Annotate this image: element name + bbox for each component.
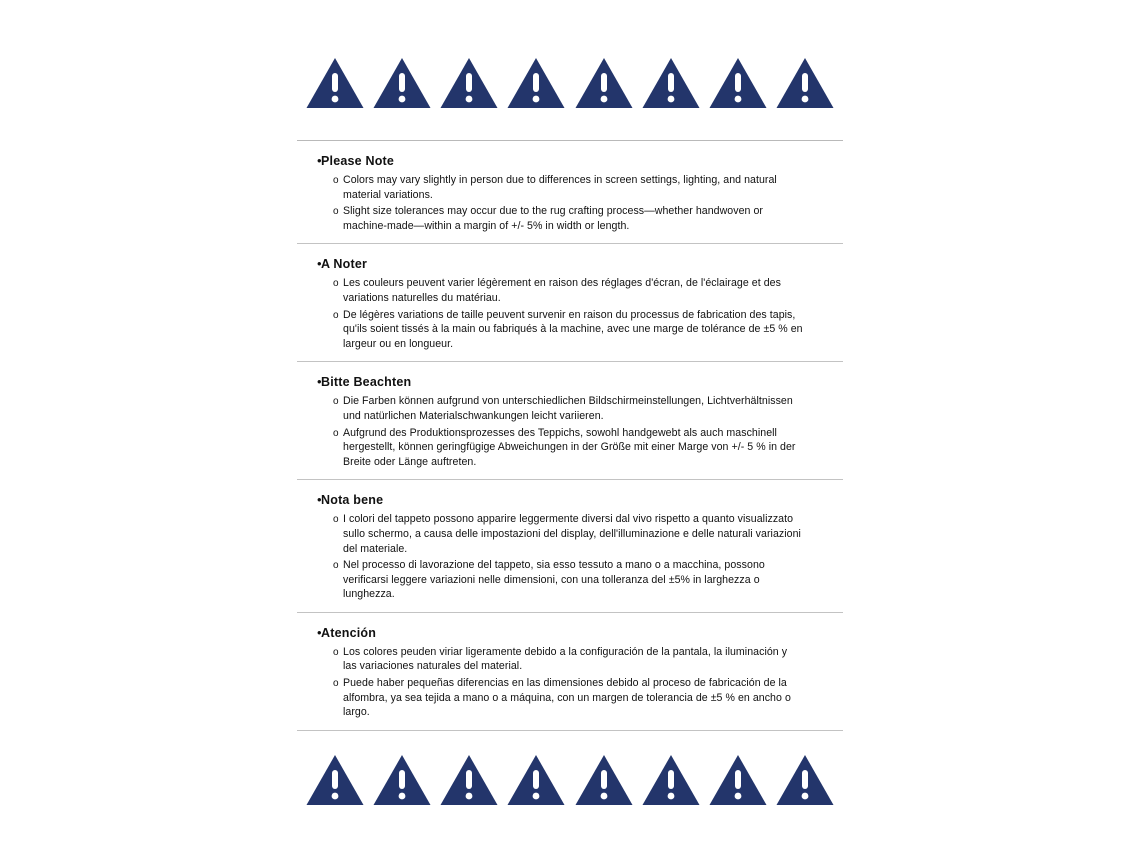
warning-triangle-icon bbox=[506, 753, 566, 807]
bullet-level2: o bbox=[333, 175, 339, 186]
list-item bbox=[297, 173, 843, 202]
warning-triangle-icon bbox=[372, 56, 432, 110]
notice-section bbox=[297, 141, 843, 244]
bullet-level2: o bbox=[333, 646, 339, 658]
warning-icon-row-top bbox=[305, 0, 835, 110]
bullet-level1: • bbox=[317, 492, 322, 508]
list-item-text: Slight size tolerances may occur due to the rug crafting process—whether handwoven or machine-made—within a margin of +/- 5% in width or length. bbox=[343, 205, 763, 232]
warning-triangle-icon bbox=[305, 753, 365, 807]
section-items bbox=[297, 512, 843, 602]
section-title: Bitte Beachten bbox=[321, 375, 412, 390]
bullet-level1: • bbox=[317, 624, 322, 640]
warning-triangle-icon bbox=[372, 753, 432, 807]
section-title-row bbox=[297, 373, 843, 391]
list-item bbox=[297, 394, 843, 423]
bullet-level1: • bbox=[317, 374, 322, 390]
warning-icon-row-bottom bbox=[305, 753, 835, 807]
bullet-level2: o bbox=[333, 560, 339, 572]
list-item bbox=[297, 426, 843, 470]
warning-triangle-icon bbox=[506, 56, 566, 110]
warning-triangle-icon bbox=[305, 56, 365, 110]
section-title-row bbox=[297, 491, 843, 509]
list-item bbox=[297, 512, 843, 556]
bullet-level1: • bbox=[317, 256, 322, 272]
list-item-text: Colors may vary slightly in person due to differences in screen settings, lighting, and natural material variations. bbox=[343, 174, 777, 201]
warning-triangle-icon bbox=[439, 56, 499, 110]
notice-section bbox=[297, 244, 843, 362]
bullet-level2: o bbox=[333, 427, 339, 439]
section-title-row bbox=[297, 152, 843, 170]
document-content bbox=[297, 0, 843, 807]
notice-section bbox=[297, 480, 843, 613]
list-item-text: Puede haber pequeñas diferencias en las dimensiones debido al proceso de fabricación de la alfombra, ya sea tejida a mano o a máquina, con un margen de tolerancia de ±5 % en ancho o largo. bbox=[343, 677, 791, 719]
list-item-text: Los colores peuden viriar ligeramente debido a la configuración de la pantala, la iluminación y las variaciones naturales del material. bbox=[343, 645, 788, 673]
list-item-text: Les couleurs peuvent varier légèrement en raison des réglages d'écran, de l'éclairage et des variations naturelles du matériau. bbox=[343, 277, 781, 304]
list-item-text: De légères variations de taille peuvent survenir en raison du processus de fabrication des tapis, qu'ils soient tissés à la main ou fabriqués à la machine, avec une marge de tolérance de ±5 % en largeur ou en longueur. bbox=[343, 308, 803, 350]
list-item bbox=[297, 276, 843, 305]
bullet-level1: • bbox=[317, 153, 322, 168]
section-items bbox=[297, 276, 843, 351]
bullet-level2: o bbox=[333, 206, 339, 218]
section-title-row bbox=[297, 255, 843, 273]
list-item bbox=[297, 676, 843, 720]
section-title-row bbox=[297, 624, 843, 642]
warning-triangle-icon bbox=[439, 753, 499, 807]
list-item-text: Aufgrund des Produktionsprozesses des Teppichs, sowohl handgewebt als auch maschinell hergestellt, können geringfügige Abweichungen in der Größe mit einer Marge von +/- 5 % in der Breite oder Länge auftreten. bbox=[343, 426, 796, 468]
bullet-level2: o bbox=[333, 278, 339, 290]
warning-triangle-icon bbox=[641, 753, 701, 807]
section-items bbox=[297, 394, 843, 469]
section-items bbox=[297, 173, 843, 233]
list-item-text: Die Farben können aufgrund von unterschiedlichen Bildschirmeinstellungen, Lichtverhältnissen und natürlichen Materialschwankungen leicht variieren. bbox=[343, 395, 793, 422]
warning-triangle-icon bbox=[574, 56, 634, 110]
warning-triangle-icon bbox=[708, 56, 768, 110]
section-title: Please Note bbox=[321, 154, 395, 168]
bullet-level2: o bbox=[333, 678, 339, 690]
bullet-level2: o bbox=[333, 514, 339, 526]
notice-sections bbox=[297, 141, 843, 753]
list-item bbox=[297, 308, 843, 352]
warning-triangle-icon bbox=[641, 56, 701, 110]
list-item bbox=[297, 204, 843, 233]
warning-triangle-icon bbox=[775, 56, 835, 110]
bullet-level2: o bbox=[333, 309, 339, 321]
warning-triangle-icon bbox=[574, 753, 634, 807]
list-item-text: Nel processo di lavorazione del tappeto, sia esso tessuto a mano o a macchina, possono verificarsi leggere variazioni nelle dimensioni, con una tolleranza del ±5% in larghezza o lunghezza. bbox=[343, 559, 765, 601]
section-items bbox=[297, 645, 843, 720]
section-title: Nota bene bbox=[321, 493, 384, 508]
notice-section bbox=[297, 362, 843, 480]
section-title: A Noter bbox=[321, 257, 368, 272]
bullet-level2: o bbox=[333, 396, 339, 408]
list-item bbox=[297, 558, 843, 602]
section-title: Atención bbox=[321, 625, 377, 640]
list-item bbox=[297, 645, 843, 674]
warning-triangle-icon bbox=[775, 753, 835, 807]
list-item-text: I colori del tappeto possono apparire leggermente diversi dal vivo rispetto a quanto visualizzato sullo schermo, a causa delle impostazioni del display, dell'illuminazione e delle naturali variazioni del materiale. bbox=[343, 513, 801, 555]
notice-section bbox=[297, 613, 843, 731]
warning-triangle-icon bbox=[708, 753, 768, 807]
